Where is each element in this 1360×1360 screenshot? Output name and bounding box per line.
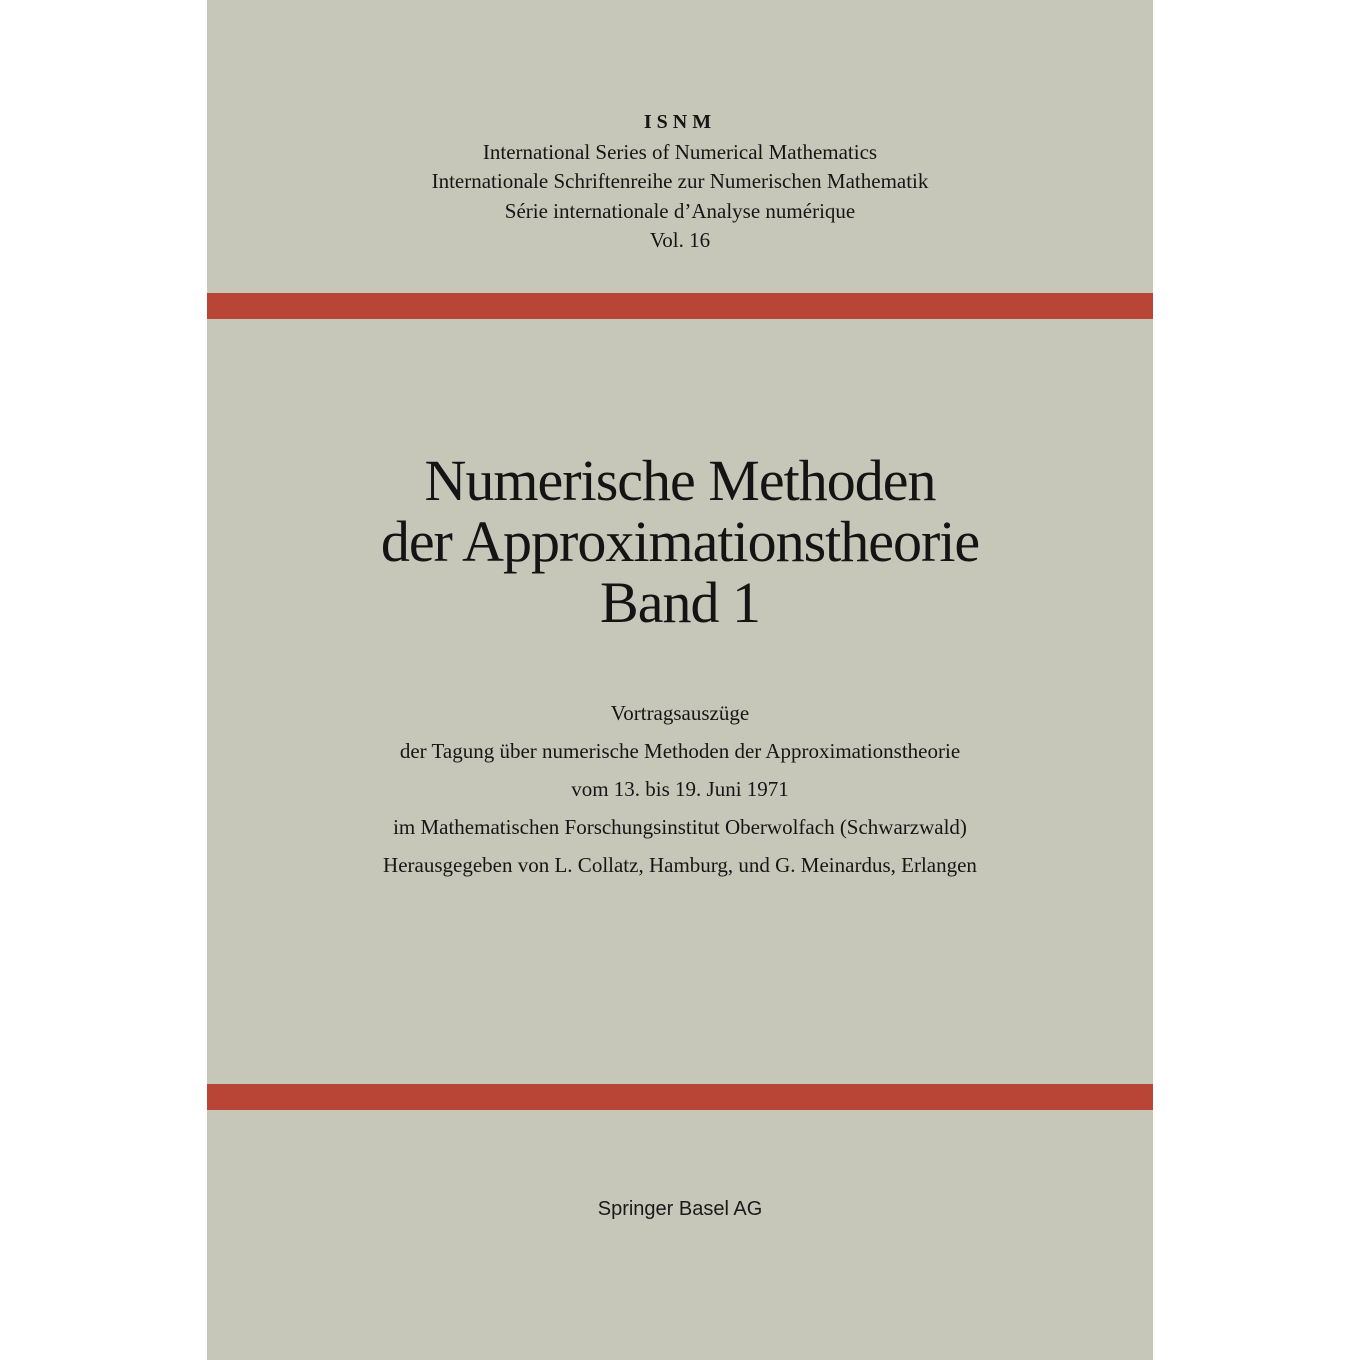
book-title: [207, 450, 1153, 633]
title-line-1: Numerische Methoden: [424, 448, 936, 513]
publisher-name: Springer Basel AG: [597, 1198, 763, 1220]
book-subtitle: [207, 694, 1153, 884]
series-name-french: Série internationale d’Analyse numérique: [504, 198, 856, 223]
subtitle-line-3: vom 13. bis 19. Juni 1971: [571, 777, 789, 801]
series-header: [207, 108, 1153, 256]
series-name-german: Internationale Schriftenreihe zur Numerischen Mathematik: [431, 169, 929, 193]
title-line-2: der Approximationstheorie: [380, 509, 980, 574]
title-line-3: Band 1: [600, 570, 760, 635]
bottom-red-stripe: [207, 1084, 1153, 1110]
series-volume: Vol. 16: [649, 228, 711, 252]
series-abbreviation: ISNM: [643, 111, 717, 133]
book-cover: [207, 0, 1153, 1360]
top-red-stripe: [207, 293, 1153, 319]
subtitle-line-2: der Tagung über numerische Methoden der Approximationstheorie: [399, 739, 961, 763]
series-name-english: International Series of Numerical Mathematics: [482, 139, 878, 164]
subtitle-line-1: Vortragsauszüge: [610, 701, 750, 725]
subtitle-line-5: Herausgegeben von L. Collatz, Hamburg, und G. Meinardus, Erlangen: [383, 853, 977, 877]
subtitle-line-4: im Mathematischen Forschungsinstitut Oberwolfach (Schwarzwald): [393, 815, 967, 839]
